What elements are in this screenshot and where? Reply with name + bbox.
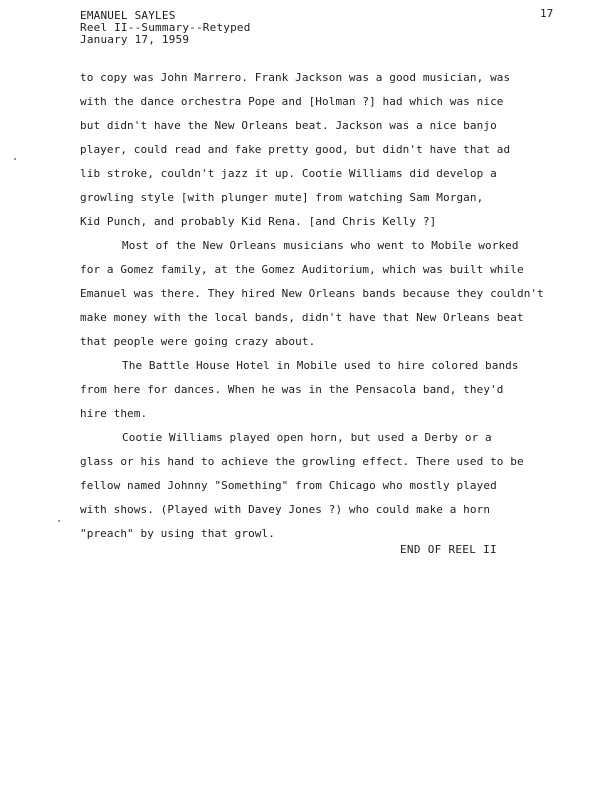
paragraph-line: glass or his hand to achieve the growling effect. There used to be xyxy=(80,455,524,468)
paragraph-line: with the dance orchestra Pope and [Holman ?] had which was nice xyxy=(80,95,504,108)
paragraph-line: to copy was John Marrero. Frank Jackson was a good musician, was xyxy=(80,71,511,84)
paragraph-line: Cootie Williams played open horn, but used a Derby or a xyxy=(122,431,492,444)
paragraph-2 xyxy=(80,234,585,354)
paragraph-line: Kid Punch, and probably Kid Rena. [and Chris Kelly ?] xyxy=(80,215,437,228)
paragraph-line: fellow named Johnny "Something" from Chicago who mostly played xyxy=(80,479,497,492)
end-of-reel-marker: END OF REEL II xyxy=(400,543,497,556)
paragraph-line: Most of the New Orleans musicians who went to Mobile worked xyxy=(122,239,519,252)
paragraph-line: The Battle House Hotel in Mobile used to hire colored bands xyxy=(122,359,519,372)
paragraph-line: but didn't have the New Orleans beat. Jackson was a nice banjo xyxy=(80,119,497,132)
paragraph-line: growling style [with plunger mute] from watching Sam Morgan, xyxy=(80,191,484,204)
paragraph-line: from here for dances. When he was in the Pensacola band, they'd xyxy=(80,383,504,396)
paragraph-line: with shows. (Played with Davey Jones ?) who could make a horn xyxy=(80,503,491,516)
paragraph-line: for a Gomez family, at the Gomez Auditorium, which was built while xyxy=(80,263,524,276)
paragraph-line: Emanuel was there. They hired New Orleans bands because they couldn't xyxy=(80,287,544,300)
body-text xyxy=(80,66,585,546)
document-header xyxy=(80,10,251,46)
header-name: EMANUEL SAYLES xyxy=(80,9,176,22)
paragraph-line: player, could read and fake pretty good, but didn't have that ad xyxy=(80,143,511,156)
margin-speck xyxy=(58,520,60,522)
paragraph-line: hire them. xyxy=(80,407,148,420)
paragraph-line: that people were going crazy about. xyxy=(80,335,316,348)
paragraph-3 xyxy=(80,354,585,426)
header-reel: Reel II--Summary--Retyped xyxy=(80,21,251,34)
paragraph-line: make money with the local bands, didn't have that New Orleans beat xyxy=(80,311,524,324)
paragraph-line: lib stroke, couldn't jazz it up. Cootie Williams did develop a xyxy=(80,167,497,180)
header-date: January 17, 1959 xyxy=(80,33,190,46)
paragraph-line: "preach" by using that growl. xyxy=(80,527,275,540)
page-number: 17 xyxy=(540,7,554,20)
paragraph-4 xyxy=(80,426,585,546)
margin-speck xyxy=(14,158,16,160)
paragraph-1 xyxy=(80,66,585,234)
